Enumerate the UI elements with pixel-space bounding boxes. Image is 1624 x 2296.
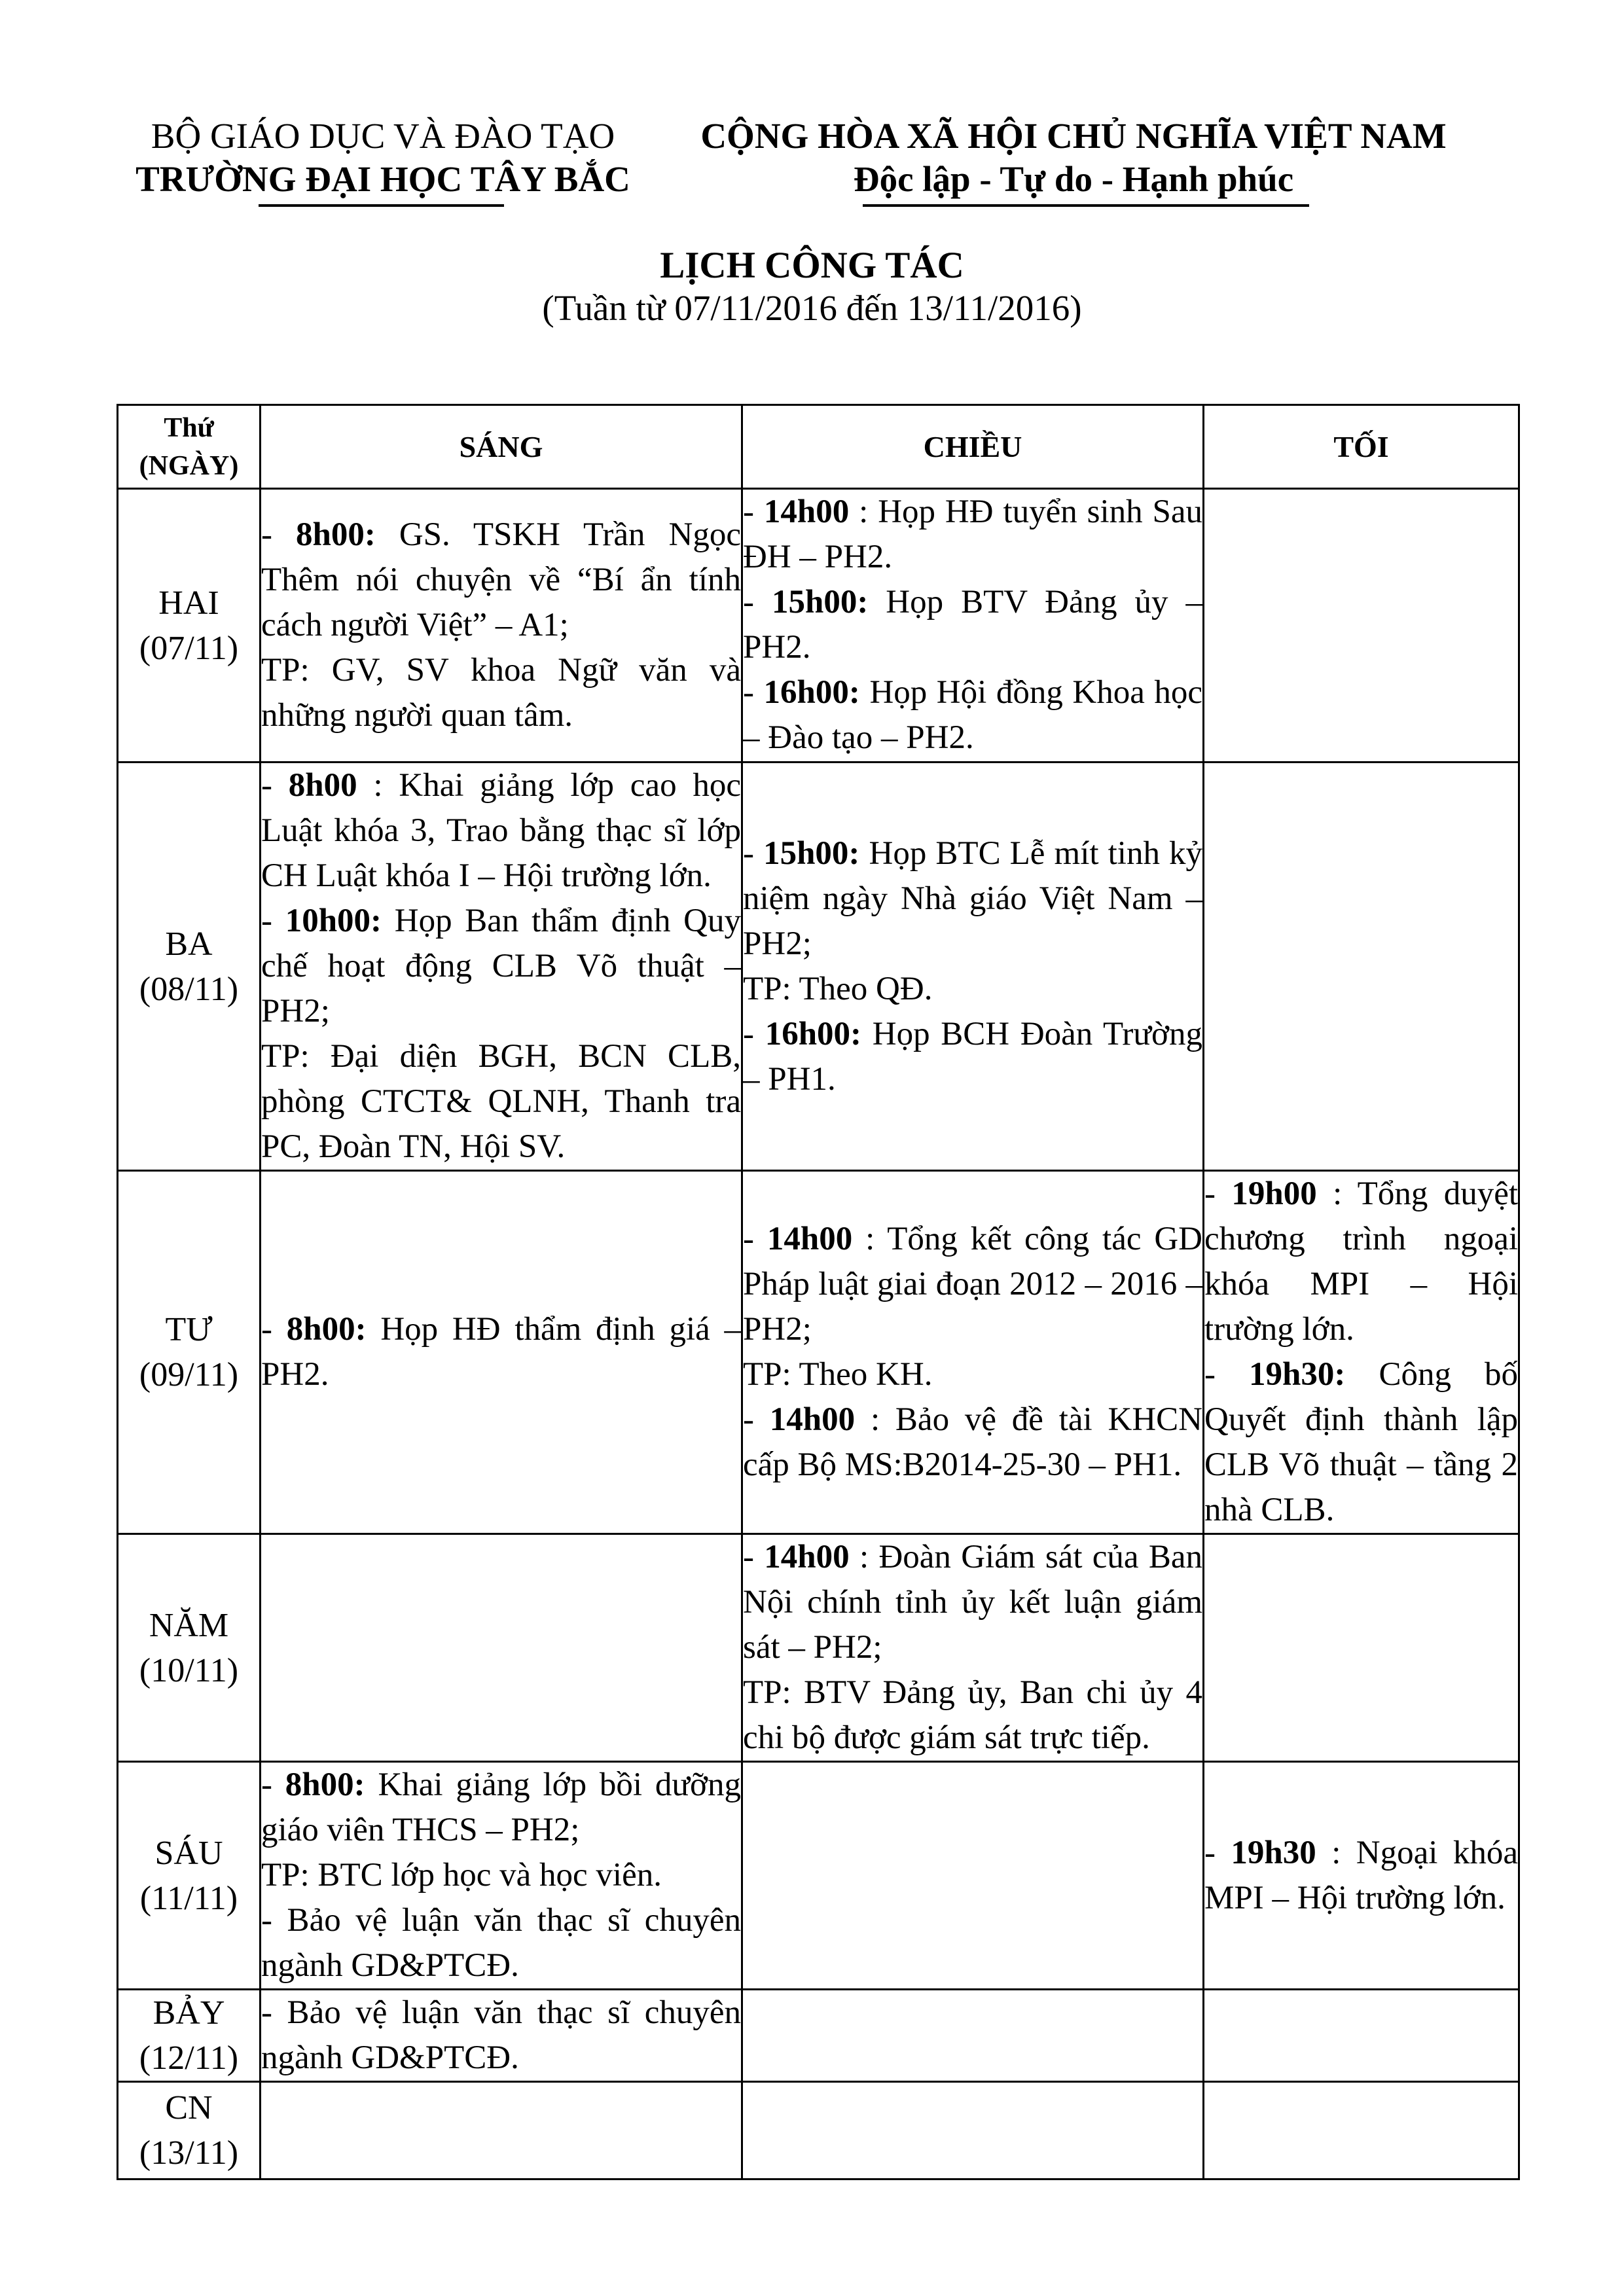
motto-underline <box>863 204 1309 207</box>
entry-time: 8h00: <box>286 1311 367 1348</box>
entry-time: 14h00 <box>763 493 850 530</box>
entry-text: : Tổng duyệt chương trình ngoại khóa MPI – Hội trường lớn. <box>1204 1175 1518 1348</box>
table-row <box>118 489 1519 762</box>
morning-cell <box>261 2082 742 2179</box>
entry-dash: - <box>743 1015 765 1052</box>
afternoon-cell <box>742 1762 1204 1990</box>
entry-dash: - <box>261 516 296 553</box>
day-date: (13/11) <box>139 2134 239 2172</box>
evening-cell <box>1204 2082 1519 2179</box>
entry-text: : Ngoại khóa MPI – Hội trường lớn. <box>1204 1834 1518 1916</box>
entry-dash: - <box>261 1311 287 1348</box>
header-afternoon: CHIỀU <box>742 405 1204 489</box>
entry-time: 19h30 <box>1231 1834 1316 1871</box>
issuer-underline <box>259 204 504 207</box>
afternoon-cell <box>742 2082 1204 2179</box>
motto: Độc lập - Tự do - Hạnh phúc <box>853 159 1294 199</box>
schedule-entry <box>743 1217 1202 1352</box>
table-row <box>118 1171 1519 1534</box>
day-name: SÁU <box>154 1834 223 1872</box>
table-header-row <box>118 405 1519 489</box>
evening-cell <box>1204 1534 1519 1762</box>
entry-dash: - <box>261 1767 285 1803</box>
morning-cell <box>261 1171 742 1534</box>
morning-cell <box>261 1534 742 1762</box>
document-subtitle: (Tuần từ 07/11/2016 đến 13/11/2016) <box>542 288 1082 328</box>
entry-time: 8h00: <box>285 1767 365 1803</box>
day-date: (09/11) <box>139 1356 239 1393</box>
entry-dash: - <box>261 903 285 939</box>
schedule-entry <box>261 648 741 738</box>
day-date: (12/11) <box>139 2039 239 2077</box>
entry-text: Họp HĐ thẩm định giá – PH2. <box>261 1311 742 1393</box>
schedule-entry <box>743 1012 1202 1102</box>
day-date: (07/11) <box>139 629 239 667</box>
schedule-entry <box>261 512 741 648</box>
schedule-entry <box>261 1853 741 1898</box>
day-cell <box>118 489 261 762</box>
day-name: TƯ <box>165 1311 213 1348</box>
schedule-entry <box>743 670 1202 761</box>
schedule-entry <box>743 1670 1202 1761</box>
entry-text: Công bố Quyết định thành lập CLB Võ thuật – tầng 2 nhà CLB. <box>1204 1356 1518 1528</box>
entry-text: Họp BTC Lễ mít tinh kỷ niệm ngày Nhà giáo Việt Nam – PH2; <box>743 834 1203 962</box>
header-day-line2: (NGÀY) <box>139 450 239 481</box>
entry-time: 16h00: <box>763 674 860 711</box>
entry-text: TP: Đại diện BGH, BCN CLB, phòng CTCT& QLNH, Thanh tra PC, Đoàn TN, Hội SV. <box>261 1038 741 1165</box>
day-cell <box>118 1171 261 1534</box>
entry-time: 10h00: <box>285 903 382 939</box>
day-date: (11/11) <box>139 1879 238 1917</box>
entry-dash: - <box>743 584 772 620</box>
afternoon-cell <box>742 1990 1204 2082</box>
schedule-entry <box>261 763 741 899</box>
entry-dash: - <box>1204 1175 1232 1212</box>
entry-text: : Họp HĐ tuyển sinh Sau ĐH – PH2. <box>743 493 1203 575</box>
day-cell <box>118 1534 261 1762</box>
table-row <box>118 1534 1519 1762</box>
day-name: BẢY <box>153 1994 225 2032</box>
header-morning: SÁNG <box>261 405 742 489</box>
schedule-entry <box>743 967 1202 1012</box>
morning-cell <box>261 762 742 1171</box>
entry-dash: - <box>743 1401 770 1438</box>
entry-text: Họp Ban thẩm định Quy chế hoạt động CLB Võ thuật – PH2; <box>261 903 742 1030</box>
entry-text: Họp BTV Đảng ủy – PH2. <box>743 584 1203 666</box>
entry-dash: - <box>743 834 764 872</box>
entry-time: 19h00 <box>1231 1175 1317 1212</box>
schedule-entry <box>743 1535 1202 1670</box>
afternoon-cell <box>742 1171 1204 1534</box>
schedule-entry <box>261 899 741 1034</box>
entry-text: - Bảo vệ luận văn thạc sĩ chuyên ngành GD&PTCĐ. <box>261 1902 741 1984</box>
schedule-entry <box>743 1397 1202 1488</box>
morning-cell <box>261 1762 742 1990</box>
schedule-entry <box>1204 1352 1518 1533</box>
evening-cell <box>1204 1990 1519 2082</box>
entry-time: 14h00 <box>769 1401 856 1438</box>
ministry-name: BỘ GIÁO DỤC VÀ ĐÀO TẠO <box>151 116 615 156</box>
entry-time: 19h30: <box>1249 1356 1346 1393</box>
entry-text: TP: Theo KH. <box>743 1356 933 1393</box>
table-row <box>118 1990 1519 2082</box>
entry-text: : Tổng kết công tác GD Pháp luật giai đoạn 2012 – 2016 – PH2; <box>743 1221 1203 1348</box>
table-row <box>118 762 1519 1171</box>
table-row <box>118 2082 1519 2179</box>
evening-cell <box>1204 762 1519 1171</box>
schedule-entry <box>261 1898 741 1988</box>
school-name: TRƯỜNG ĐẠI HỌC TÂY BẮC <box>135 159 630 199</box>
entry-text: TP: BTV Đảng ủy, Ban chi ủy 4 chi bộ được giám sát trực tiếp. <box>743 1674 1202 1756</box>
schedule-entry <box>743 831 1202 967</box>
header-day <box>118 405 261 489</box>
afternoon-cell <box>742 489 1204 762</box>
schedule-entry <box>261 1763 741 1853</box>
schedule-entry <box>743 580 1202 670</box>
schedule-entry <box>261 1307 741 1397</box>
entry-text: TP: BTC lớp học và học viên. <box>261 1857 662 1893</box>
entry-dash: - <box>743 674 764 711</box>
issuer-block <box>124 115 641 201</box>
schedule-entry <box>261 1990 741 2081</box>
morning-cell <box>261 1990 742 2082</box>
schedule-entry <box>1204 1831 1518 1921</box>
entry-dash: - <box>1204 1834 1231 1871</box>
day-name: BA <box>165 925 213 963</box>
entry-dash: - <box>1204 1356 1250 1393</box>
republic-name: CỘNG HÒA XÃ HỘI CHỦ NGHĨA VIỆT NAM <box>700 116 1447 156</box>
entry-text: TP: GV, SV khoa Ngữ văn và những người quan tâm. <box>261 652 741 734</box>
day-cell <box>118 2082 261 2179</box>
entry-text: : Đoàn Giám sát của Ban Nội chính tỉnh ủy kết luận giám sát – PH2; <box>743 1539 1203 1666</box>
entry-time: 8h00 <box>288 767 357 804</box>
entry-dash: - <box>261 767 289 804</box>
entry-text: : Khai giảng lớp cao học Luật khóa 3, Trao bằng thạc sĩ lớp CH Luật khóa I – Hội trường lớn. <box>261 767 741 894</box>
entry-text: GS. TSKH Trần Ngọc Thêm nói chuyện về “Bí ẩn tính cách người Việt” – A1; <box>261 516 741 643</box>
evening-cell <box>1204 489 1519 762</box>
table-row <box>118 1762 1519 1990</box>
entry-time: 15h00: <box>771 584 869 620</box>
day-cell <box>118 762 261 1171</box>
header-day-line1: Thứ <box>164 412 214 443</box>
day-name: NĂM <box>149 1606 229 1644</box>
day-date: (08/11) <box>139 970 239 1008</box>
schedule-entry <box>743 1352 1202 1397</box>
schedule-body <box>118 489 1519 2179</box>
entry-text: Họp Hội đồng Khoa học – Đào tạo – PH2. <box>743 674 1203 756</box>
evening-cell <box>1204 1171 1519 1534</box>
document-title: LỊCH CÔNG TÁC <box>660 245 964 286</box>
entry-text: : Bảo vệ đề tài KHCN cấp Bộ MS:B2014-25-30 – PH1. <box>743 1401 1203 1483</box>
morning-cell <box>261 489 742 762</box>
entry-text: TP: Theo QĐ. <box>743 970 933 1007</box>
header-evening: TỐI <box>1204 405 1519 489</box>
entry-dash: - <box>743 493 764 530</box>
schedule-table <box>117 404 1520 2180</box>
evening-cell <box>1204 1762 1519 1990</box>
entry-time: 16h00: <box>765 1015 862 1052</box>
schedule-entry <box>743 490 1202 580</box>
entry-text: - Bảo vệ luận văn thạc sĩ chuyên ngành GD&PTCĐ. <box>261 1994 741 2076</box>
day-cell <box>118 1990 261 2082</box>
entry-time: 14h00 <box>764 1539 850 1575</box>
schedule-entry <box>261 1034 741 1170</box>
day-name: CN <box>165 2089 213 2126</box>
day-name: HAI <box>158 584 219 622</box>
entry-text: Khai giảng lớp bồi dưỡng giáo viên THCS – PH2; <box>261 1767 741 1848</box>
entry-time: 15h00: <box>763 834 860 872</box>
entry-dash: - <box>743 1539 765 1575</box>
entry-time: 14h00 <box>767 1221 853 1257</box>
day-cell <box>118 1762 261 1990</box>
afternoon-cell <box>742 1534 1204 1762</box>
entry-dash: - <box>743 1221 767 1257</box>
schedule-entry <box>1204 1172 1518 1352</box>
national-motto-block <box>681 115 1466 201</box>
day-date: (10/11) <box>139 1651 239 1689</box>
entry-text: Họp BCH Đoàn Trường – PH1. <box>743 1015 1203 1098</box>
entry-time: 8h00: <box>295 516 376 553</box>
afternoon-cell <box>742 762 1204 1171</box>
